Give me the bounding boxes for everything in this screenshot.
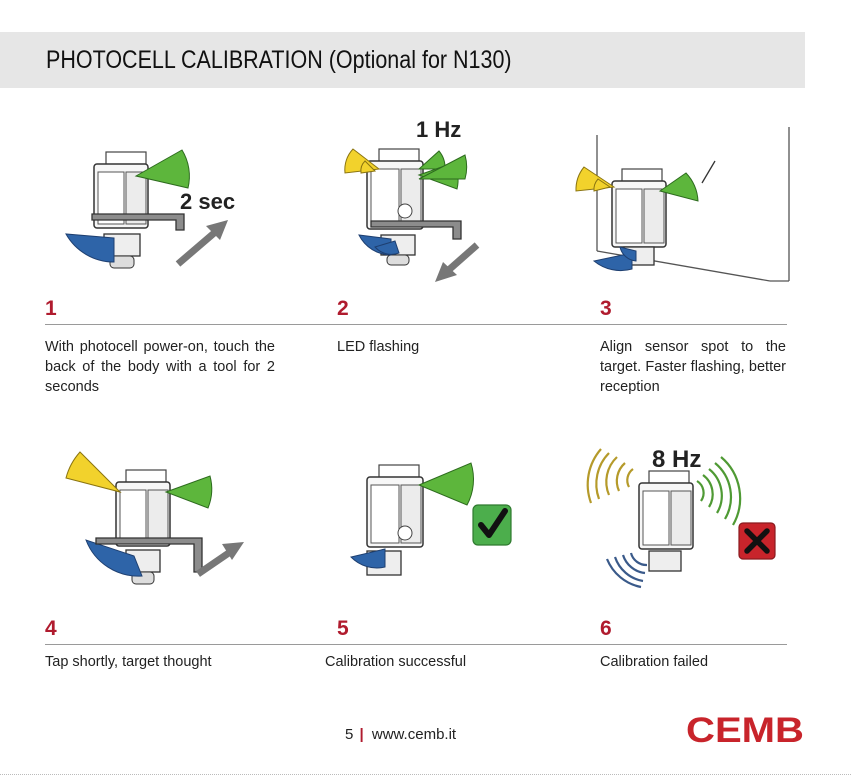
step-5-text: Calibration successful xyxy=(325,654,467,670)
step-2-number: 2 xyxy=(337,297,349,320)
arrow-icon xyxy=(435,245,477,282)
step-5-illustration xyxy=(345,455,520,585)
step-1-text: With photocell power-on, touch the back of the body with a tool for 2 seconds xyxy=(45,339,275,395)
photocell-icon xyxy=(612,169,666,265)
bottom-border xyxy=(0,774,851,775)
step-1-annotation: 2 sec xyxy=(180,189,236,214)
arrow-icon xyxy=(198,542,244,574)
step-6-number: 6 xyxy=(600,617,612,640)
step-6-text: Calibration failed xyxy=(600,654,709,670)
step-3-illustration xyxy=(570,125,795,285)
page-number: 5 xyxy=(345,726,354,743)
step-2-annotation: 1 Hz xyxy=(416,117,462,142)
step-2-illustration xyxy=(335,135,495,285)
step-3-number: 3 xyxy=(600,297,612,320)
cemb-logo-text: CEMB xyxy=(686,712,804,746)
checkmark-icon xyxy=(473,505,511,545)
step-4-text: Tap shortly, target thought xyxy=(45,654,212,670)
cemb-logo xyxy=(686,712,806,746)
footer xyxy=(345,726,456,743)
step-2-text: LED flashing xyxy=(337,339,420,355)
x-mark-icon xyxy=(739,523,775,559)
page-title: PHOTOCELL CALIBRATION (Optional for N130) xyxy=(46,46,512,74)
footer-url[interactable]: www.cemb.it xyxy=(371,726,457,743)
step-1-illustration xyxy=(60,140,260,290)
step-4-number: 4 xyxy=(45,617,57,640)
divider-row-1 xyxy=(45,324,787,325)
footer-separator: | xyxy=(359,726,364,743)
step-5-number: 5 xyxy=(337,617,349,640)
photocell-icon xyxy=(639,471,693,571)
step-4-illustration xyxy=(60,440,280,595)
step-3-text: Align sensor spot to the target. Faster flashing, better reception xyxy=(600,339,786,395)
step-1-number: 1 xyxy=(45,297,57,320)
arrow-icon xyxy=(178,220,228,264)
step-6-annotation: 8 Hz xyxy=(652,446,702,473)
divider-row-2 xyxy=(45,644,787,645)
